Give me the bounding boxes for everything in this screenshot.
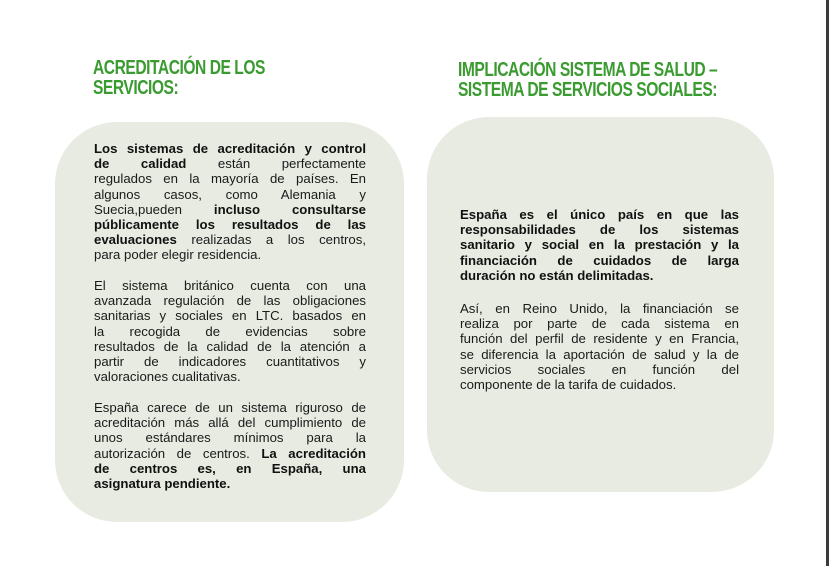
paragraph-espana-carece bbox=[94, 400, 366, 491]
bold-text: duración no están delimitadas. bbox=[460, 267, 654, 283]
bold-text: Los sistemas de acreditación y control bbox=[94, 141, 366, 156]
bold-text: incluso consultarse bbox=[213, 201, 367, 217]
heading-acreditacion bbox=[93, 58, 265, 98]
text-line: la recogida de evidencias sobre bbox=[94, 323, 366, 339]
paragraph-reino-unido-francia bbox=[460, 301, 739, 392]
text-line: función del perfil de residente y en Francia, bbox=[460, 331, 739, 347]
text: Suecia,pueden bbox=[94, 201, 214, 217]
text-line: algunos casos, como Alemania y bbox=[94, 186, 366, 202]
text-line: El sistema británico cuenta con una bbox=[94, 278, 366, 293]
bold-text: España es el único país en que las bbox=[460, 207, 739, 222]
text-line: acreditación más allá del cumplimiento de bbox=[94, 415, 366, 431]
bold-text: sanitario y social en la prestación y la bbox=[460, 237, 739, 253]
text-line: para poder elegir residencia. bbox=[94, 247, 262, 263]
text-line: resultados de la calidad de la atención a bbox=[94, 338, 366, 354]
text-line: España carece de un sistema riguroso de bbox=[94, 400, 366, 415]
heading-line: IMPLICACIÓN SISTEMA DE SALUD – bbox=[458, 59, 718, 81]
bold-text: de centros es, en España, una bbox=[94, 460, 366, 476]
bold-text: de calidad bbox=[94, 156, 187, 172]
bold-text: evaluaciones bbox=[94, 232, 177, 248]
bold-text: financiación de cuidados de larga bbox=[460, 252, 739, 268]
text-line: componente de la tarifa de cuidados. bbox=[460, 377, 677, 393]
text-line: se diferencia la aportación de salud y la de bbox=[460, 346, 739, 362]
text-line: avanzada regulación de las obligaciones bbox=[94, 293, 366, 309]
text-line: partir de indicadores cuantitativos y bbox=[94, 354, 366, 370]
heading-line: SISTEMA DE SERVICIOS SOCIALES: bbox=[458, 79, 718, 101]
text: realizadas a los centros, bbox=[176, 232, 366, 248]
bold-text: públicamente los resultados de las bbox=[94, 217, 366, 233]
text-line: sanitarias y sociales en LTC. basados en bbox=[94, 308, 366, 324]
text: están perfectamente bbox=[186, 156, 367, 172]
text-line: valoraciones cualitativas. bbox=[94, 369, 241, 385]
paragraph-espana-unico-pais bbox=[460, 207, 739, 283]
text-line: Así, en Reino Unido, la financiación se bbox=[460, 301, 739, 316]
text-line: unos estándares mínimos para la bbox=[94, 430, 366, 446]
bold-text: responsabilidades de los sistemas bbox=[460, 222, 739, 238]
text-line: regulados en la mayoría de países. En bbox=[94, 171, 366, 187]
paragraph-sistema-britanico bbox=[94, 278, 366, 384]
bold-text: asignatura pendiente. bbox=[94, 476, 231, 492]
paragraph-acreditacion-control bbox=[94, 141, 366, 263]
text-line: servicios sociales en función del bbox=[460, 361, 739, 377]
bold-text: La acreditación bbox=[261, 445, 366, 461]
page-edge-border bbox=[826, 0, 829, 566]
heading-implicacion bbox=[458, 60, 717, 100]
text-line: realiza por parte de cada sistema en bbox=[460, 316, 739, 332]
heading-line: ACREDITACIÓN DE LOS bbox=[93, 57, 265, 79]
text: autorización de centros. bbox=[94, 445, 262, 461]
heading-line: SERVICIOS: bbox=[93, 77, 179, 99]
